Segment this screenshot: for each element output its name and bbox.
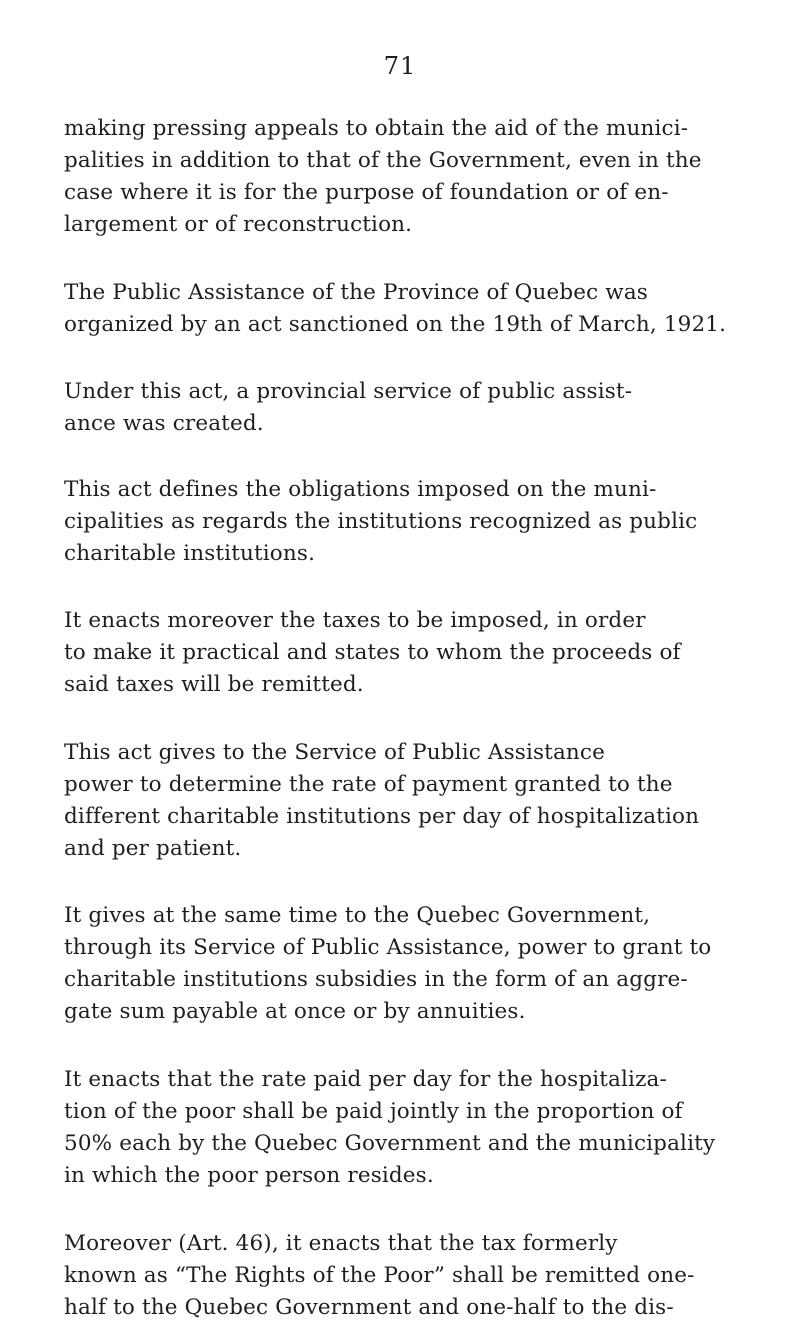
paragraph-4 [64,474,754,570]
text-line: This act gives to the Service of Public Assistance [64,740,605,765]
text-line: said taxes will be remitted. [64,672,364,697]
text-line: cipalities as regards the institutions recognized as public [64,509,698,534]
paragraph-1 [64,113,754,241]
text-line: charitable institutions subsidies in the form of an aggre- [64,967,688,992]
text-line: It enacts moreover the taxes to be imposed, in order [64,608,646,633]
text-line: organized by an act sanctioned on the 19th of March, 1921. [64,312,727,337]
text-line: to make it practical and states to whom the proceeds of [64,640,681,665]
text-line: charitable institutions. [64,541,316,566]
paragraph-7 [64,900,754,1028]
text-line: palities in addition to that of the Government, even in the [64,148,702,173]
paragraph-8 [64,1064,754,1192]
paragraph-6 [64,737,754,865]
text-line: It gives at the same time to the Quebec Government, [64,903,651,928]
text-line: Under this act, a provincial service of public assist- [64,379,633,404]
page-number: 71 [383,52,417,80]
text-line: It enacts that the rate paid per day for the hospitaliza- [64,1067,667,1092]
text-line: case where it is for the purpose of foundation or of en- [64,180,669,205]
text-line: power to determine the rate of payment granted to the [64,772,673,797]
text-line: tion of the poor shall be paid jointly in the proportion of [64,1099,683,1124]
text-line: Moreover (Art. 46), it enacts that the tax formerly [64,1231,618,1256]
paragraph-2 [64,277,754,341]
text-line: through its Service of Public Assistance, power to grant to [64,935,712,960]
text-line: This act defines the obligations imposed on the muni- [64,477,657,502]
text-line: gate sum payable at once or by annuities. [64,999,526,1024]
text-line: The Public Assistance of the Province of Quebec was [64,280,648,305]
text-line: largement or of reconstruction. [64,212,413,237]
text-line: in which the poor person resides. [64,1163,434,1188]
text-line: ance was created. [64,411,264,436]
text-line: different charitable institutions per day of hospitalization [64,804,700,829]
text-line: and per patient. [64,836,242,861]
text-line: making pressing appeals to obtain the aid of the munici- [64,116,689,141]
paragraph-9 [64,1228,754,1324]
text-line: 50% each by the Quebec Government and the municipality [64,1131,716,1156]
text-line: known as “The Rights of the Poor” shall be remitted one- [64,1263,695,1288]
paragraph-3 [64,376,754,440]
text-line: half to the Quebec Government and one-half to the dis- [64,1295,674,1320]
paragraph-5 [64,605,754,701]
